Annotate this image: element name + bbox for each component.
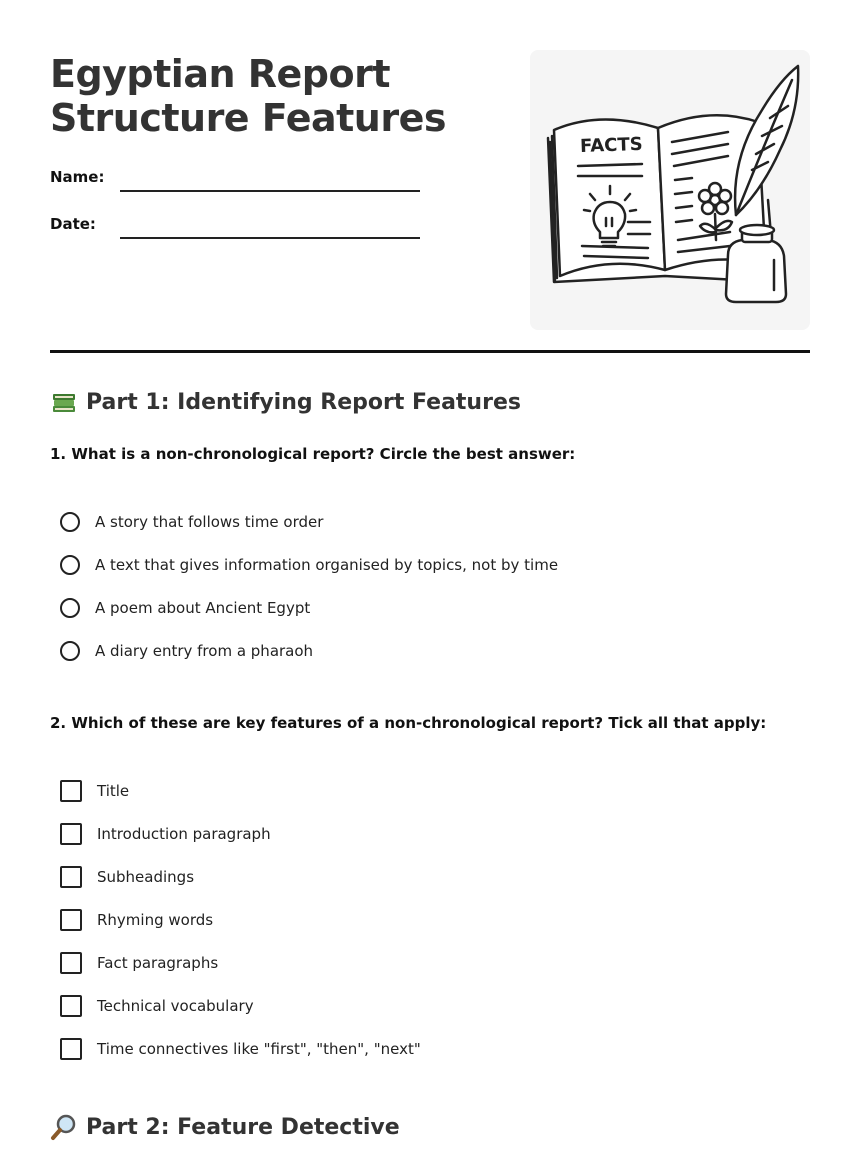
q1-option-4[interactable] — [60, 639, 313, 663]
part2-heading — [50, 1113, 400, 1141]
checkbox[interactable] — [60, 1038, 82, 1060]
option-label: A story that follows time order — [95, 513, 324, 531]
option-label: Time connectives like "first", "then", "next" — [97, 1040, 421, 1058]
part1-heading — [50, 388, 521, 416]
q2-option-2[interactable] — [60, 822, 271, 846]
date-label: Date: — [50, 215, 96, 233]
checkbox[interactable] — [60, 909, 82, 931]
radio-circle[interactable] — [60, 555, 80, 575]
title-line-2: Structure Features — [50, 96, 446, 140]
book-icon — [530, 50, 810, 330]
q2-option-7[interactable] — [60, 1037, 421, 1061]
checkbox[interactable] — [60, 995, 82, 1017]
q1-option-2[interactable] — [60, 553, 558, 577]
checkbox[interactable] — [60, 823, 82, 845]
checkbox[interactable] — [60, 866, 82, 888]
question-2: 2. Which of these are key features of a non-chronological report? Tick all that apply: — [50, 714, 767, 732]
title-line-1: Egyptian Report — [50, 52, 390, 96]
option-label: Rhyming words — [97, 911, 214, 929]
header-divider — [50, 350, 810, 353]
option-label: A poem about Ancient Egypt — [95, 599, 311, 617]
radio-circle[interactable] — [60, 512, 80, 532]
name-label: Name: — [50, 168, 105, 186]
question-1: 1. What is a non-chronological report? Circle the best answer: — [50, 445, 576, 463]
name-field[interactable] — [50, 162, 420, 192]
part2-title: Part 2: Feature Detective — [86, 1114, 400, 1140]
option-label: Title — [97, 782, 130, 800]
option-label: Subheadings — [97, 868, 195, 886]
option-label: Introduction paragraph — [97, 825, 271, 843]
q1-option-3[interactable] — [60, 596, 310, 620]
checkbox[interactable] — [60, 780, 82, 802]
q2-option-3[interactable] — [60, 865, 194, 889]
option-label: Fact paragraphs — [97, 954, 219, 972]
name-line[interactable] — [120, 190, 420, 192]
option-label: Technical vocabulary — [97, 997, 254, 1015]
worksheet-title — [50, 52, 520, 140]
q2-option-6[interactable] — [60, 994, 254, 1018]
q2-option-1[interactable] — [60, 779, 129, 803]
q2-option-4[interactable] — [60, 908, 213, 932]
radio-circle[interactable] — [60, 598, 80, 618]
radio-circle[interactable] — [60, 641, 80, 661]
facts-book-illustration — [530, 50, 810, 330]
date-line[interactable] — [120, 237, 420, 239]
books-icon — [50, 388, 78, 416]
date-field[interactable] — [50, 209, 420, 239]
part1-title: Part 1: Identifying Report Features — [86, 389, 521, 415]
magnifying-glass-icon — [50, 1113, 78, 1141]
option-label: A text that gives information organised by topics, not by time — [95, 556, 559, 574]
facts-caption: FACTS — [579, 133, 643, 158]
q2-option-5[interactable] — [60, 951, 218, 975]
checkbox[interactable] — [60, 952, 82, 974]
option-label: A diary entry from a pharaoh — [95, 642, 314, 660]
q1-option-1[interactable] — [60, 510, 323, 534]
